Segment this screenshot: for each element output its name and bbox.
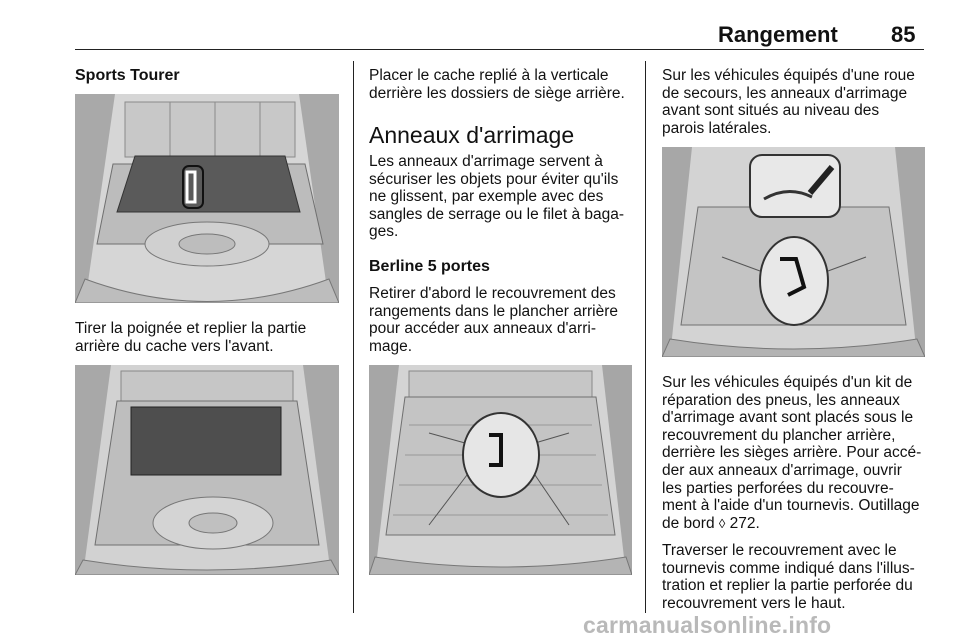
header-divider [75, 49, 924, 50]
illustration-cover-folded-upright [75, 365, 339, 575]
illustration-hatchback-lashing-eye [369, 365, 632, 575]
paragraph: Placer le cache replié à la verticale derrière les dossiers de siège arrière. [369, 67, 625, 102]
paragraph: Sur les véhicules équipés d'un kit de réparation des pneus, les anneaux d'arrimage avant sont placés sous le recouvrement du plancher arrière, derrière les sièges arrière. Pour accé- der aux anneaux d'arrimage, ouvrir les parties perforées du recouvre- ment à l'aide d'un tournevis. Outillage de bord ◊ 272. [662, 374, 922, 532]
paragraph: Traverser le recouvrement avec le tournevis comme indiqué dans l'illus- tration et replier la partie perforée du recouvrement vers le haut. [662, 542, 915, 612]
subheading-berline-5-portes: Berline 5 portes [369, 258, 490, 275]
column-divider [353, 61, 354, 613]
paragraph: Retirer d'abord le recouvrement des rangements dans le plancher arrière pour accéder aux anneaux d'arri- mage. [369, 285, 618, 355]
subheading-sports-tourer: Sports Tourer [75, 67, 180, 84]
paragraph: Les anneaux d'arrimage servent à sécuriser les objets pour éviter qu'ils ne glissent, par exemple avec des sangles de serrage ou le filet à baga- ges. [369, 153, 625, 241]
paragraph: Sur les véhicules équipés d'une roue de secours, les anneaux d'arrimage avant sont situés au niveau des parois latérales. [662, 67, 915, 137]
page-section-title: Rangement [718, 22, 838, 47]
paragraph: Tirer la poignée et replier la partie arrière du cache vers l'avant. [75, 320, 307, 355]
reference-arrow-icon[interactable]: ◊ [718, 515, 726, 531]
page-number: 85 [891, 22, 916, 47]
column-divider [645, 61, 646, 613]
illustration-side-wall-lashing-eyes [662, 147, 925, 357]
section-heading: Anneaux d'arrimage [369, 122, 575, 148]
page-reference[interactable]: 272. [729, 514, 760, 532]
illustration-cargo-cover-handle [75, 94, 339, 303]
watermark: carmanualsonline.info [583, 612, 832, 638]
